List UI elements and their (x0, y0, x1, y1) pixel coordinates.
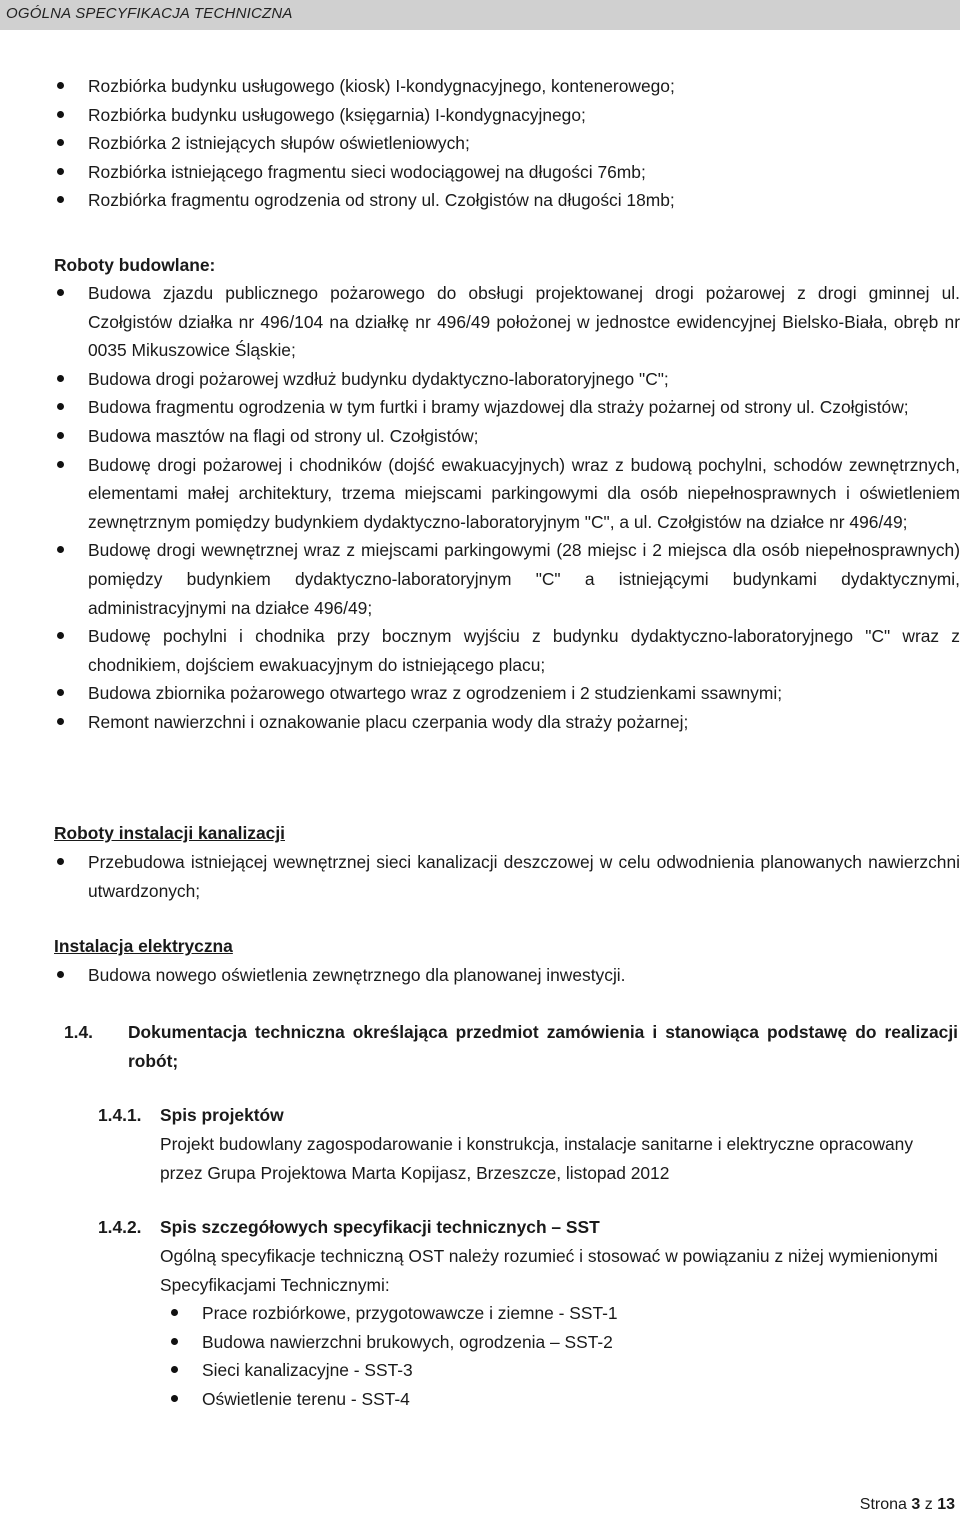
list-item: Rozbiórka budynku usługowego (księgarnia) I-kondygnacyjnego; (54, 101, 960, 130)
list-item: Budowę drogi wewnętrznej wraz z miejscami parkingowymi (28 miejsc i 2 miejsca dla osób niepełnosprawnych) pomiędzy budynkiem dydaktyczno-laboratoryjnym "C" a istniejącymi budynkami dydaktycznymi, administracyjnymi na działce 496/49; (54, 536, 960, 622)
sewer-heading: Roboty instalacji kanalizacji (54, 823, 285, 843)
section-title: Dokumentacja techniczna określająca przedmiot zamówienia i stanowiąca podstawę do realizacji robót; (128, 1022, 958, 1071)
list-item: Budowa nawierzchni brukowych, ogrodzenia – SST-2 (168, 1328, 960, 1357)
subsection-number: 1.4.1. (98, 1105, 142, 1125)
list-item: Rozbiórka fragmentu ogrodzenia od strony ul. Czołgistów na długości 18mb; (54, 186, 960, 215)
footer-total: 13 (937, 1496, 955, 1513)
list-item: Sieci kanalizacyjne - SST-3 (168, 1356, 960, 1385)
subsection-text: Projekt budowlany zagospodarowanie i konstrukcja, instalacje sanitarne i elektryczne opracowany przez Grupa Projektowa Marta Kopijasz, Brzeszcze, listopad 2012 (160, 1134, 914, 1183)
list-item: Budowa drogi pożarowej wzdłuż budynku dydaktyczno-laboratoryjnego "C"; (54, 365, 960, 394)
list-item: Rozbiórka 2 istniejących słupów oświetleniowych; (54, 129, 960, 158)
section-number: 1.4. (64, 1022, 94, 1042)
header-title: OGÓLNA SPECYFIKACJA TECHNICZNA (6, 5, 293, 22)
list-item: Rozbiórka istniejącego fragmentu sieci wodociągowej na długości 76mb; (54, 158, 960, 187)
sst-list (168, 1299, 960, 1413)
list-item: Budowa zbiornika pożarowego otwartego wraz z ogrodzeniem i 2 studzienkami ssawnymi; (54, 679, 960, 708)
subsection-title: Spis projektów (160, 1105, 284, 1125)
list-item: Budowę pochylni i chodnika przy bocznym wyjściu z budynku dydaktyczno-laboratoryjnego "C" wraz z chodnikiem, dojściem ewakuacyjnym do istniejącego placu; (54, 622, 960, 679)
construction-list (54, 279, 960, 737)
list-item: Oświetlenie terenu - SST-4 (168, 1385, 960, 1414)
sewer-list (54, 848, 960, 905)
electrical-heading: Instalacja elektryczna (54, 936, 233, 956)
list-item: Budowę drogi pożarowej i chodników (dojść ewakuacyjnych) wraz z budową pochylni, schodów zewnętrznych, elementami małej architektury, trzema miejscami parkingowymi dla osób niepełnosprawnych i oświetleniem zewnętrznym pomiędzy budynkiem dydaktyczno-laboratoryjnym "C", a ul. Czołgistów na działce nr 496/49; (54, 451, 960, 537)
list-item: Budowa fragmentu ogrodzenia w tym furtki i bramy wjazdowej dla straży pożarnej od strony ul. Czołgistów; (54, 393, 960, 422)
list-item: Rozbiórka budynku usługowego (kiosk) I-kondygnacyjnego, kontenerowego; (54, 72, 960, 101)
list-item: Budowa nowego oświetlenia zewnętrznego dla planowanej inwestycji. (54, 961, 960, 990)
electrical-list (54, 961, 960, 990)
subsection-text: Ogólną specyfikacje techniczną OST należy rozumieć i stosować w powiązaniu z niżej wymienionymi Specyfikacjami Technicznymi: (160, 1246, 938, 1295)
list-item: Prace rozbiórkowe, przygotowawcze i ziemne - SST-1 (168, 1299, 960, 1328)
construction-heading: Roboty budowlane: (54, 255, 216, 275)
list-item: Remont nawierzchni i oznakowanie placu czerpania wody dla straży pożarnej; (54, 708, 960, 737)
footer-page: 3 (911, 1496, 921, 1513)
footer-label: Strona (859, 1496, 907, 1513)
page-header (0, 0, 960, 30)
subsection-number: 1.4.2. (98, 1217, 142, 1237)
list-item: Budowa masztów na flagi od strony ul. Czołgistów; (54, 422, 960, 451)
page-footer (860, 1496, 955, 1514)
list-item: Przebudowa istniejącej wewnętrznej sieci kanalizacji deszczowej w celu odwodnienia planowanych nawierzchni utwardzonych; (54, 848, 960, 905)
subsection-title: Spis szczegółowych specyfikacji technicznych – SST (160, 1217, 600, 1237)
footer-sep: z (924, 1496, 933, 1513)
list-item: Budowa zjazdu publicznego pożarowego do obsługi projektowanej drogi pożarowej z drogi gminnej ul. Czołgistów działka nr 496/104 na działkę nr 496/49 położonej w jednostce ewidencyjnej Bielsko-Biała, obręb nr 0035 Mikuszowice Śląskie; (54, 279, 960, 365)
demolition-list (54, 72, 960, 215)
